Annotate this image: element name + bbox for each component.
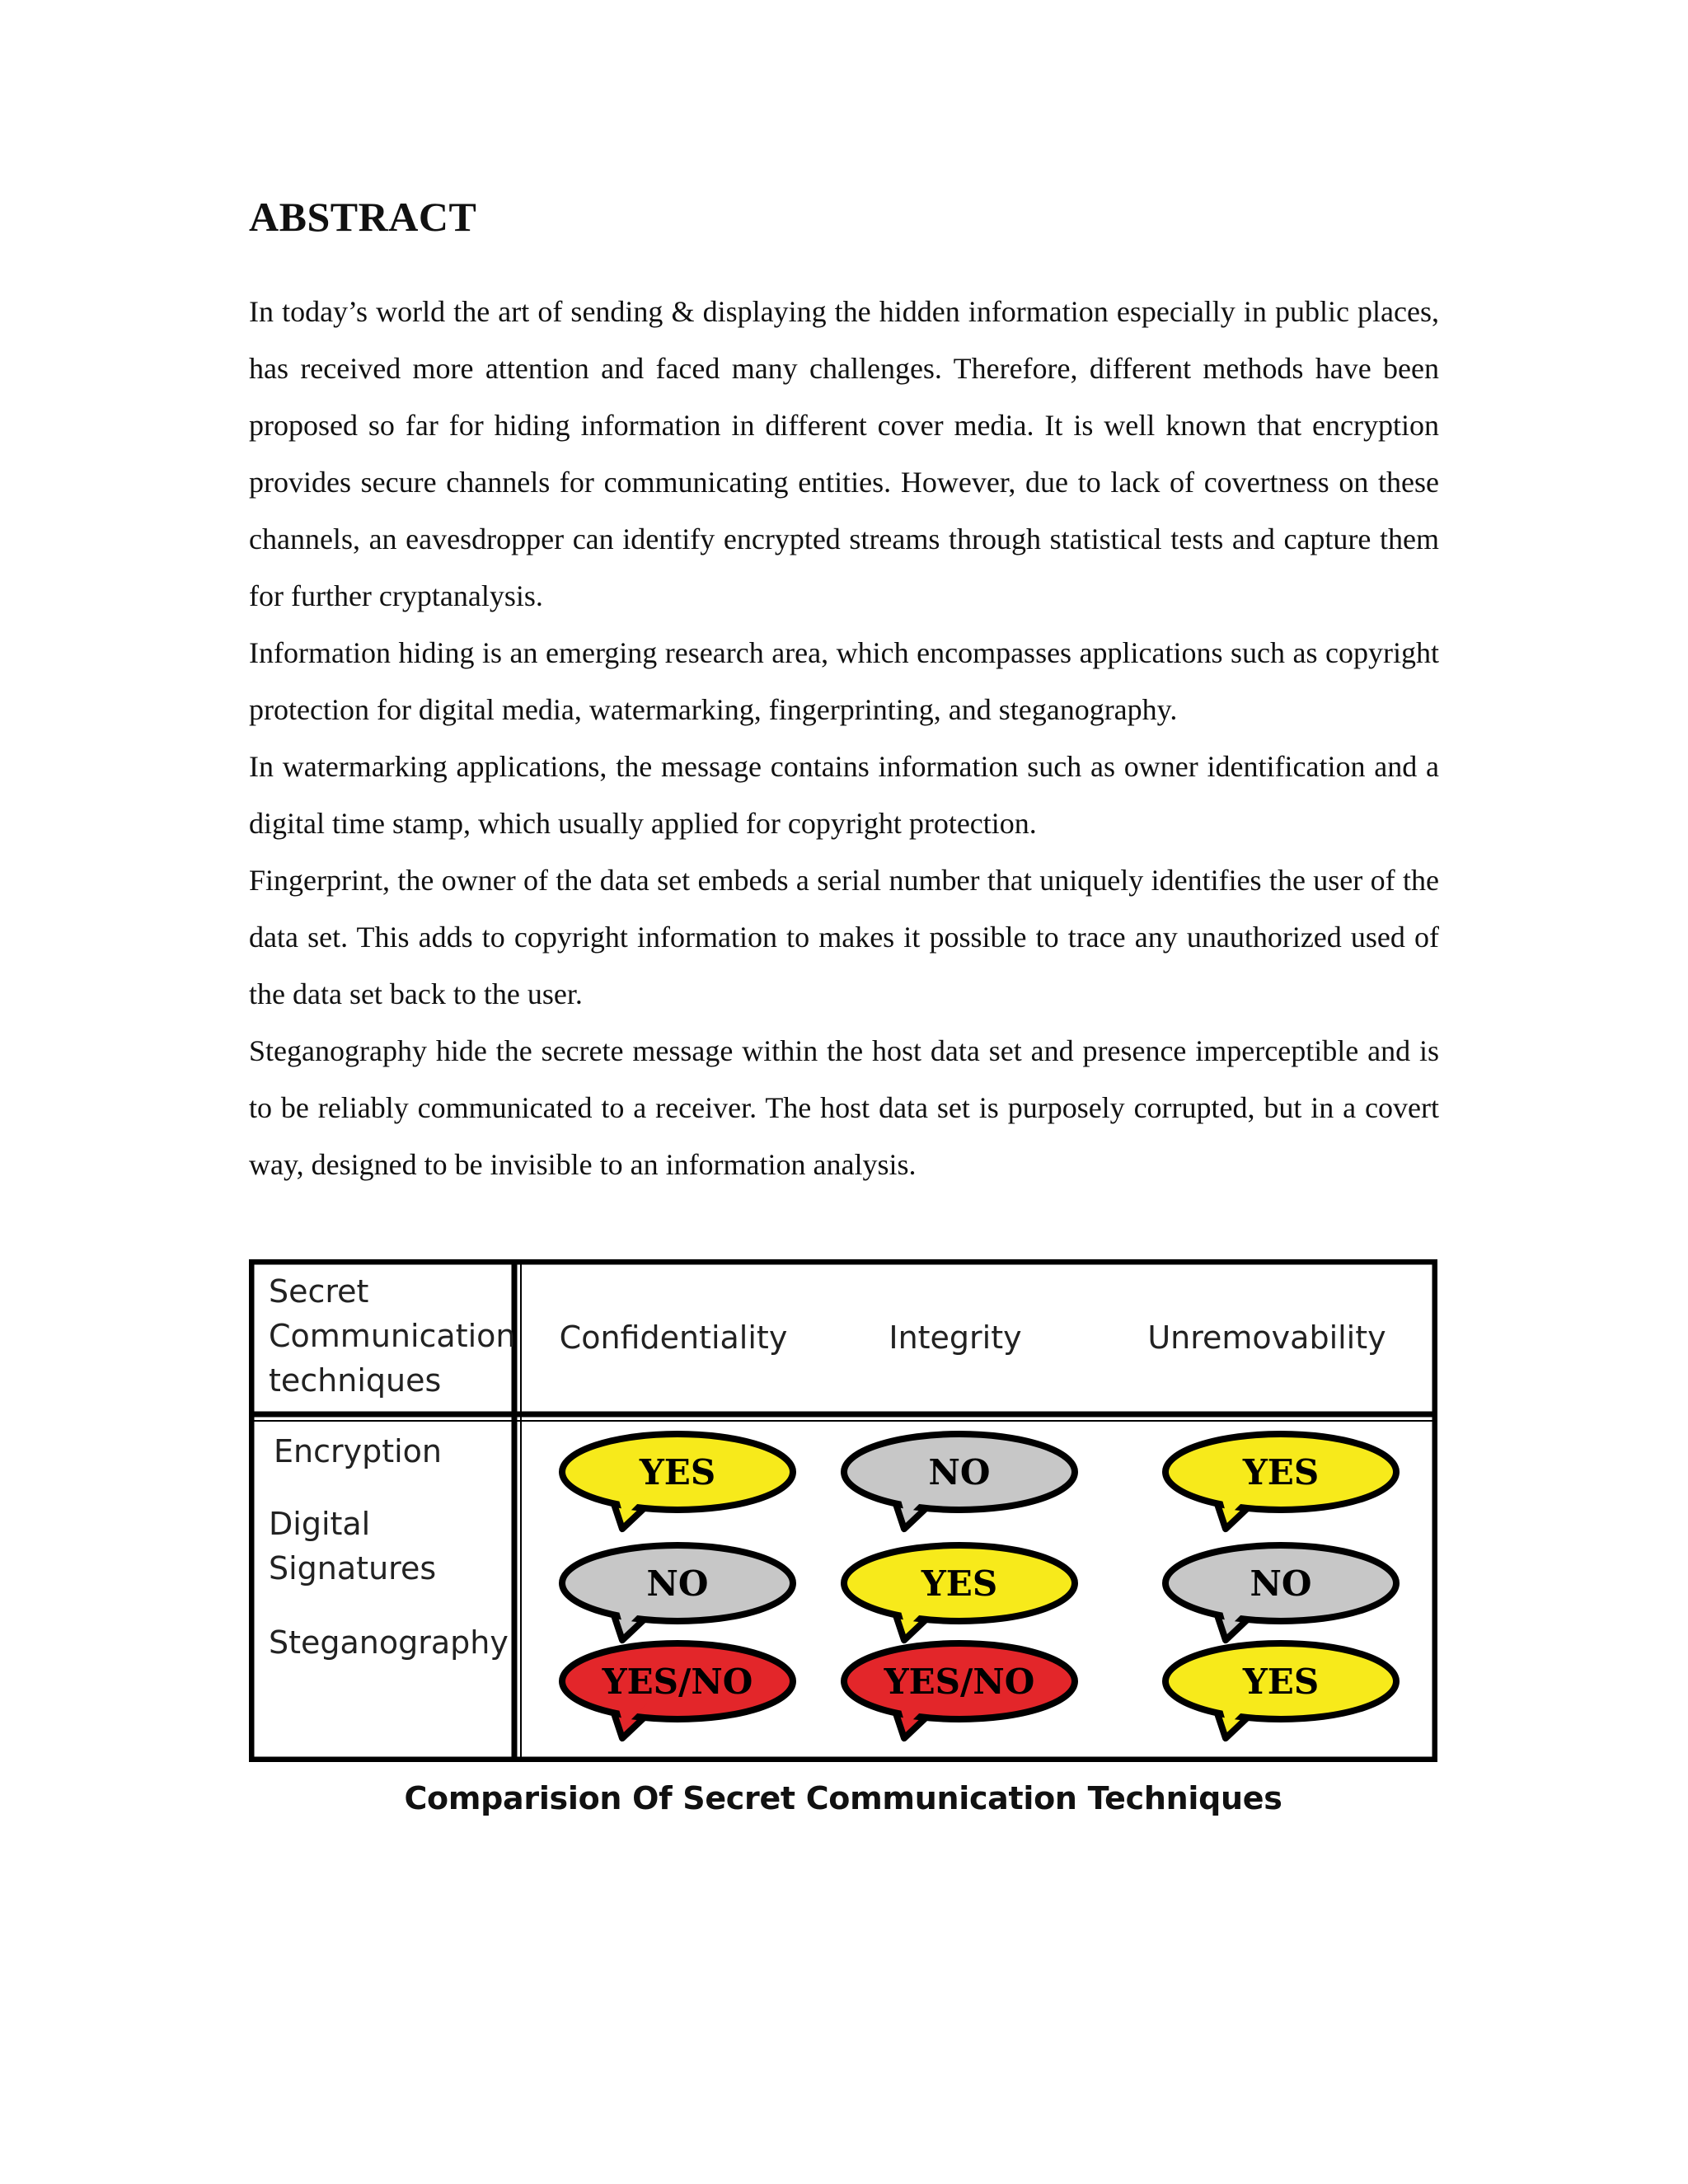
bubble-label: YES — [1242, 1661, 1320, 1702]
column-headers — [560, 1319, 1386, 1356]
bubble-label: NO — [646, 1563, 709, 1604]
paragraph-steganography: Steganography hide the secrete message within the host data set and presence imperceptible and is to be reliably communicated to a receiver. The host data set is purposely corrupted, but in a covert way, designed to be invisible to an information analysis. — [249, 1034, 1439, 1181]
corner-header-line: Communication — [269, 1318, 516, 1354]
abstract-heading: ABSTRACT — [249, 194, 477, 240]
abstract-body — [249, 284, 1439, 1193]
column-header-unremovability: Unremovability — [1147, 1319, 1386, 1356]
paragraph-watermarking: In watermarking applications, the message contains information such as owner identification and a digital time stamp, which usually applied for copyright protection. — [249, 750, 1439, 840]
paragraph-information-hiding: Information hiding is an emerging research area, which encompasses applications such as copyright protection for digital media, watermarking, fingerprinting, and steganography. — [249, 636, 1439, 726]
bubble-label: YES — [921, 1563, 998, 1604]
bubble-label: YES/NO — [602, 1661, 753, 1702]
bubble-label: YES — [1242, 1452, 1320, 1493]
answer-bubbles — [562, 1434, 1396, 1738]
row-label-digital-signatures: Signatures — [269, 1550, 437, 1586]
row-label-steganography: Steganography — [269, 1624, 509, 1661]
paragraph-fingerprint: Fingerprint, the owner of the data set embeds a serial number that uniquely identifies the user of the data set. This adds to copyright information to makes it possible to trace any unauthorized used of the data set back to the user. — [249, 864, 1439, 1010]
corner-header-line: techniques — [269, 1362, 442, 1399]
figure-caption: Comparision Of Secret Communication Techniques — [404, 1780, 1282, 1816]
comparison-figure — [249, 1259, 1437, 1762]
bubble-label: YES — [639, 1452, 716, 1493]
corner-header-line: Secret — [269, 1273, 369, 1310]
bubble-label: NO — [1250, 1563, 1312, 1604]
column-header-integrity: Integrity — [889, 1319, 1022, 1356]
column-header-confidentiality: Confidentiality — [559, 1319, 788, 1356]
row-label-encryption: Encryption — [274, 1433, 443, 1469]
row-label-digital-signatures: Digital — [269, 1506, 371, 1542]
comparison-table — [249, 1259, 1437, 1762]
paragraph-encryption: In today’s world the art of sending & displaying the hidden information especially in public places, has received more attention and faced many challenges. Therefore, different methods have been proposed so far for hiding information in different cover media. It is well known that encryption provides secure channels for communicating entities. However, due to lack of covertness on these channels, an eavesdropper can identify encrypted streams through statistical tests and capture them for further cryptanalysis. — [249, 295, 1439, 612]
bubble-label: YES/NO — [884, 1661, 1035, 1702]
bubble-label: NO — [928, 1452, 991, 1493]
